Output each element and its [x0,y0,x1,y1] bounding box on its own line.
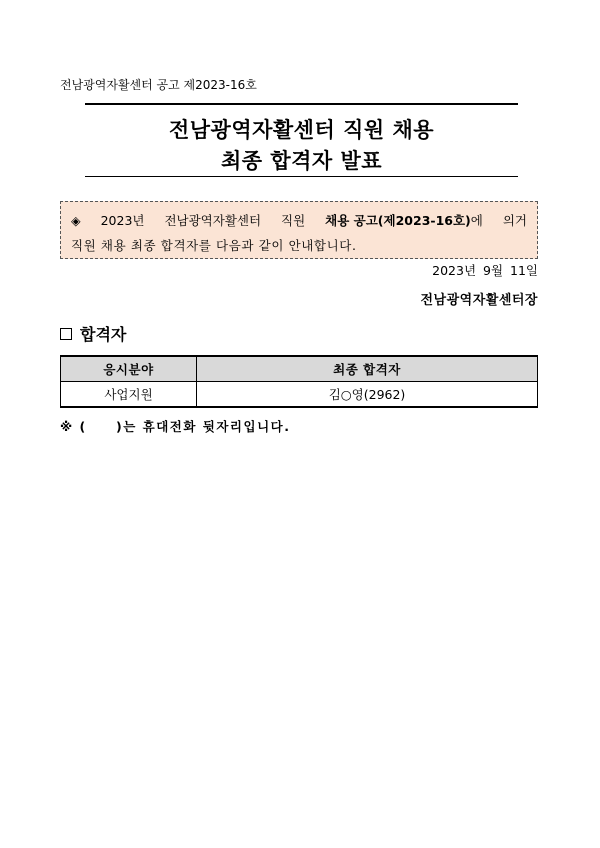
intro-line-2: 직원 채용 최종 합격자를 다음과 같이 안내합니다. [71,238,357,253]
intro-word: 에 [470,213,483,228]
section-heading [60,322,126,345]
table-cell-field: 사업지원 [61,382,197,408]
document-title-line-2: 최종 합격자 발표 [220,149,383,173]
intro-box [60,201,538,259]
announcement-date: 2023년 9월 11일 [432,263,538,278]
results-table [60,355,538,408]
intro-word: 2023년 [100,213,145,228]
intro-line-1 [71,208,527,233]
section-heading-label: 합격자 [80,325,127,344]
intro-word: 전남광역자활센터 [164,213,262,228]
footnote: ※ ( )는 휴대전화 뒷자리입니다. [60,419,291,434]
issuer-name: 전남광역자활센터장 [420,293,538,308]
column-header-final-candidate: 최종 합격자 [197,356,538,382]
intro-word: 직원 [281,213,306,228]
table-row [61,382,538,408]
intro-word: 의거 [502,213,527,228]
title-bottom-rule [85,176,518,177]
notice-number: 전남광역자활센터 공고 제2023-16호 [60,78,257,92]
intro-bold-phrase: 채용 공고(제2023-16호) [325,213,471,228]
table-cell-candidate: 김○영(2962) [197,382,538,408]
title-top-rule [85,103,518,105]
document-title-line-1: 전남광역자활센터 직원 채용 [168,118,435,142]
square-bullet-icon [60,328,72,340]
diamond-bullet-icon: ◈ [71,213,81,228]
column-header-field: 응시분야 [61,356,197,382]
table-header-row [61,356,538,382]
